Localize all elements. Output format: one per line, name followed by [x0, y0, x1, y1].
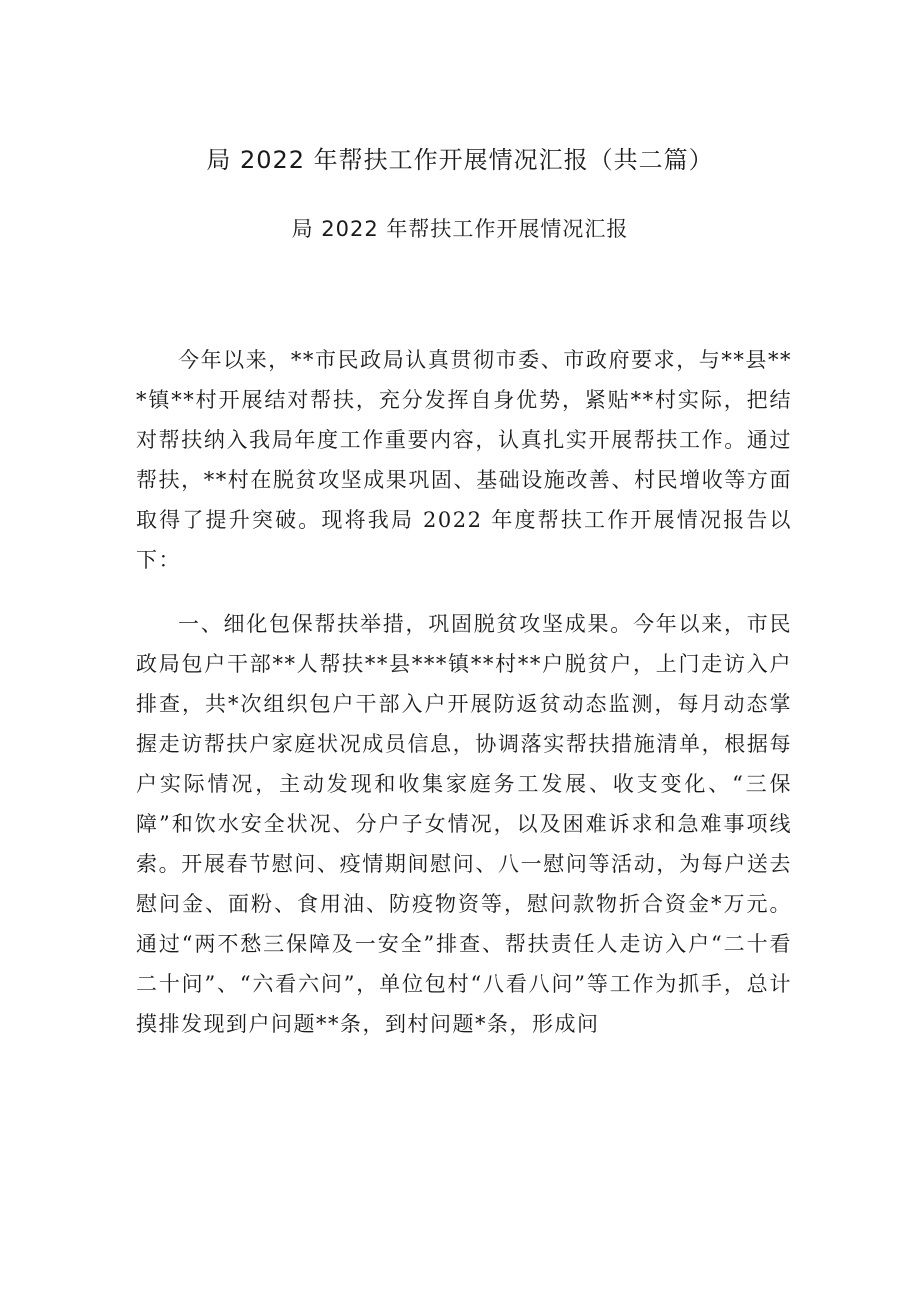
document-body: [136, 340, 792, 1044]
document-subtitle: 局 2022 年帮扶工作开展情况汇报: [291, 217, 629, 241]
paragraph-section-one: 一、细化包保帮扶举措，巩固脱贫攻坚成果。今年以来，市民政局包户干部**人帮扶**县***镇**村**户脱贫户，上门走访入户排查，共*次组织包户干部入户开展防返贫动态监测，每月动态掌握走访帮扶户家庭状况成员信息，协调落实帮扶措施清单，根据每户实际情况，主动发现和收集家庭务工发展、收支变化、“三保障”和饮水安全状况、分户子女情况，以及困难诉求和急难事项线索。开展春节慰问、疫情期间慰问、八一慰问等活动，为每户送去慰问金、面粉、食用油、防疫物资等，慰问款物折合资金*万元。通过“两不愁三保障及一安全”排查、帮扶责任人走访入户“二十看二十问”、“六看六问”，单位包村“八看八问”等工作为抓手，总计摸排发现到户问题**条，到村问题*条，形成问: [136, 612, 792, 1036]
document-title: 局 2022 年帮扶工作开展情况汇报（共二篇）: [206, 146, 714, 174]
paragraph-intro: 今年以来，**市民政局认真贯彻市委、市政府要求，与**县***镇**村开展结对帮扶，充分发挥自身优势，紧贴**村实际，把结对帮扶纳入我局年度工作重要内容，认真扎实开展帮扶工作。通过帮扶，**村在脱贫攻坚成果巩固、基础设施改善、村民增收等方面取得了提升突破。现将我局 2022 年度帮扶工作开展情况报告以下：: [136, 348, 792, 572]
